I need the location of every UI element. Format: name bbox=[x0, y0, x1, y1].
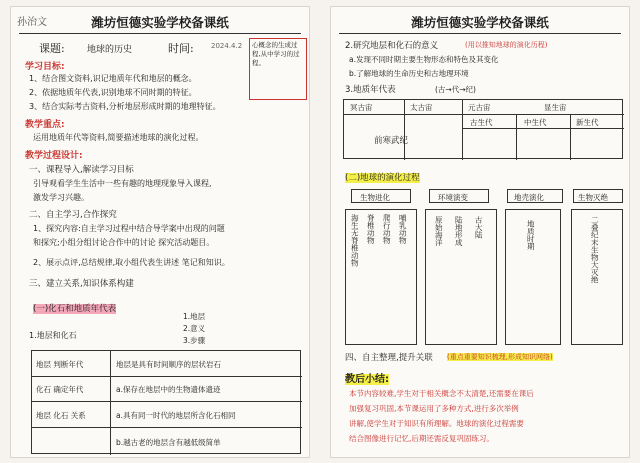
goal-3: 3、结合实际考古资料,分析地层形成时期的地理特征。 bbox=[29, 102, 221, 111]
ts-row-line-1 bbox=[344, 114, 624, 115]
item2-title: 2.研究地层和化石的意义 bbox=[345, 41, 439, 51]
goal-1: 1、结合图文资料,识记地质年代和地层的概念。 bbox=[29, 74, 197, 83]
ts-col-line-4 bbox=[570, 114, 571, 160]
flow-crust-column bbox=[505, 209, 561, 345]
era-row-label: 前寒武纪 bbox=[374, 136, 409, 146]
item3-arrow: (古→代→纪) bbox=[435, 85, 476, 94]
flow-env-3: 古大陆 bbox=[474, 216, 484, 239]
design-title: 教学过程设计: bbox=[25, 151, 83, 161]
signature: 孙治文 bbox=[17, 17, 47, 28]
step2-text1: 1、探究内容:自主学习过程中结合导学案中出现的问题 bbox=[33, 224, 225, 233]
ts-col-line-3 bbox=[516, 114, 517, 160]
flow-env-2: 陆地形成 bbox=[454, 216, 464, 246]
goals-title: 学习目标: bbox=[25, 62, 65, 72]
right-school-title: 潍坊恒德实验学校备课纸 bbox=[411, 15, 549, 30]
step2-title: 二、自主学习,合作探究 bbox=[29, 210, 117, 220]
flow-env-column bbox=[425, 209, 497, 345]
item4-note-wrap bbox=[447, 352, 553, 362]
era-col-6: 新生代 bbox=[576, 118, 599, 127]
left-school-title: 潍坊恒德实验学校备课纸 bbox=[91, 15, 229, 30]
fossil-table bbox=[31, 350, 301, 454]
right-lesson-sheet bbox=[330, 6, 630, 458]
flow-extinct-label: 二叠纪末生物大灭绝 bbox=[590, 216, 600, 284]
flow-head-2: 环境演变 bbox=[438, 193, 468, 202]
flow-head-4-box bbox=[573, 189, 623, 203]
step1-title: 一、课程导入,解读学习目标 bbox=[29, 165, 134, 175]
review-line-4: 结合图像进行记忆,后期还需反复巩固练习。 bbox=[349, 434, 494, 443]
time-value: 2024.4.2 bbox=[211, 42, 243, 50]
flow-head-4: 生物灭绝 bbox=[578, 193, 608, 202]
fossil-row-1-left: 地层 判断年代 bbox=[36, 360, 84, 369]
fossil-row-1-right: 地层是具有时间顺序的层状岩石 bbox=[116, 360, 221, 369]
review-title-wrap bbox=[345, 370, 389, 385]
review-line-2: 加强复习巩固,本节课运用了多种方式,进行多次举例 bbox=[349, 404, 519, 413]
topic-label: 课题: bbox=[39, 42, 65, 55]
keypoints-text: 运用地质年代等资料,简要描述地球的演化过程。 bbox=[33, 133, 204, 142]
topic-value: 地球的历史 bbox=[87, 45, 133, 55]
left-lesson-sheet bbox=[10, 6, 310, 458]
step1-text2: 激发学习兴趣。 bbox=[33, 193, 89, 202]
flow-bio-1: 海生无脊椎动物 bbox=[350, 214, 360, 267]
right-title-rule bbox=[339, 33, 621, 34]
flow-head-2-box bbox=[429, 189, 489, 203]
time-label: 时间: bbox=[168, 42, 194, 55]
item4-title: 四、自主整理,提升关联 bbox=[345, 353, 433, 363]
era-col-5: 中生代 bbox=[524, 118, 547, 127]
side-note-2: 2.意义 bbox=[183, 324, 206, 333]
fossil-subhead: 1.地层和化石 bbox=[29, 331, 77, 340]
flow-head-1: 生物进化 bbox=[360, 193, 390, 202]
item2-sub1: a.发现不同时期主要生物形态和特色及其变化 bbox=[349, 55, 499, 64]
side-note-1: 1.地层 bbox=[183, 312, 206, 321]
flow-bio-2: 脊椎动物 bbox=[366, 214, 376, 244]
left-title-rule bbox=[19, 33, 301, 34]
flow-bio-column bbox=[345, 209, 417, 345]
era-col-1: 冥古宙 bbox=[350, 103, 373, 112]
section2-highlight: (二)地球的演化过程 bbox=[345, 173, 420, 183]
step4-title: 三、建立关系,知识体系构建 bbox=[29, 279, 134, 289]
ts-col-line-1 bbox=[404, 100, 405, 160]
timescale-table bbox=[343, 99, 623, 159]
fossil-row-2-left: 化石 确定年代 bbox=[36, 385, 84, 394]
era-col-4: 古生代 bbox=[470, 118, 493, 127]
fossil-row-line-3 bbox=[32, 427, 302, 428]
flow-head-3-box bbox=[507, 189, 563, 203]
step1-text1: 引导观看学生生活中一些有趣的地理现象导入课程, bbox=[33, 179, 212, 188]
step2-text2: 和探究;小组分组讨论合作中的讨论 探究活动题目。 bbox=[33, 238, 215, 247]
review-line-3: 讲解,使学生对于知识有所理解。地球的演化过程需要 bbox=[349, 419, 524, 428]
flow-bio-4: 哺乳动物 bbox=[398, 214, 408, 244]
goal-2: 2、依据地质年代表,识别地球不同时期的特征。 bbox=[29, 88, 197, 97]
side-note-3: 3.步骤 bbox=[183, 336, 206, 345]
era-col-3: 元古宙 bbox=[468, 103, 491, 112]
fossil-row-3-left: 地层 化石 关系 bbox=[36, 411, 86, 420]
fossil-table-divider bbox=[110, 351, 111, 455]
ts-row-line-2 bbox=[462, 128, 624, 129]
item4-note: (重点重要知识梳理,形成知识网络) bbox=[447, 353, 553, 361]
section-fossil-highlight: (一)化石和地质年代表 bbox=[33, 304, 117, 314]
item3-title: 3.地质年代表 bbox=[345, 85, 396, 95]
ts-col-line-2 bbox=[462, 100, 463, 160]
flow-extinct-column bbox=[571, 209, 623, 345]
step3-text: 2、展示点评,总结规律,取小组代表生讲述 笔记和知识。 bbox=[33, 258, 230, 267]
flow-head-1-box bbox=[351, 189, 411, 203]
era-sub-label: 显生宙 bbox=[544, 103, 567, 112]
fossil-row-line-2 bbox=[32, 401, 302, 402]
keypoints-title: 教学重点: bbox=[25, 120, 65, 130]
margin-note-box bbox=[249, 38, 307, 100]
item2-note: (用以推知地球的演化历程) bbox=[465, 41, 548, 49]
era-col-2: 太古宙 bbox=[410, 103, 433, 112]
fossil-row-2-right: a.保存在地层中的生物遗体遗迹 bbox=[116, 385, 221, 394]
flow-head-3: 地壳演化 bbox=[514, 193, 544, 202]
flow-crust-label: 地质时期 bbox=[526, 220, 536, 250]
flow-env-1: 原始海洋 bbox=[434, 216, 444, 246]
section-fossil-title bbox=[33, 302, 116, 314]
item2-sub2: b.了解地球的生命历史和古地理环境 bbox=[349, 69, 469, 78]
fossil-row-line-1 bbox=[32, 376, 302, 377]
review-line-1: 本节内容较难,学生对于相关概念不太清楚,还需要在课后 bbox=[349, 389, 534, 398]
review-title: 教后小结: bbox=[345, 374, 389, 385]
margin-note: 心概念的生成过程,从中学习的过程。 bbox=[252, 41, 300, 68]
fossil-row-3-right: a.具有同一时代的地层所含化石相同 bbox=[116, 411, 236, 420]
section2-title bbox=[345, 171, 420, 183]
flow-bio-3: 爬行动物 bbox=[382, 214, 392, 244]
fossil-row-4-right: b.越古老的地层含有越低级简单 bbox=[116, 438, 221, 447]
